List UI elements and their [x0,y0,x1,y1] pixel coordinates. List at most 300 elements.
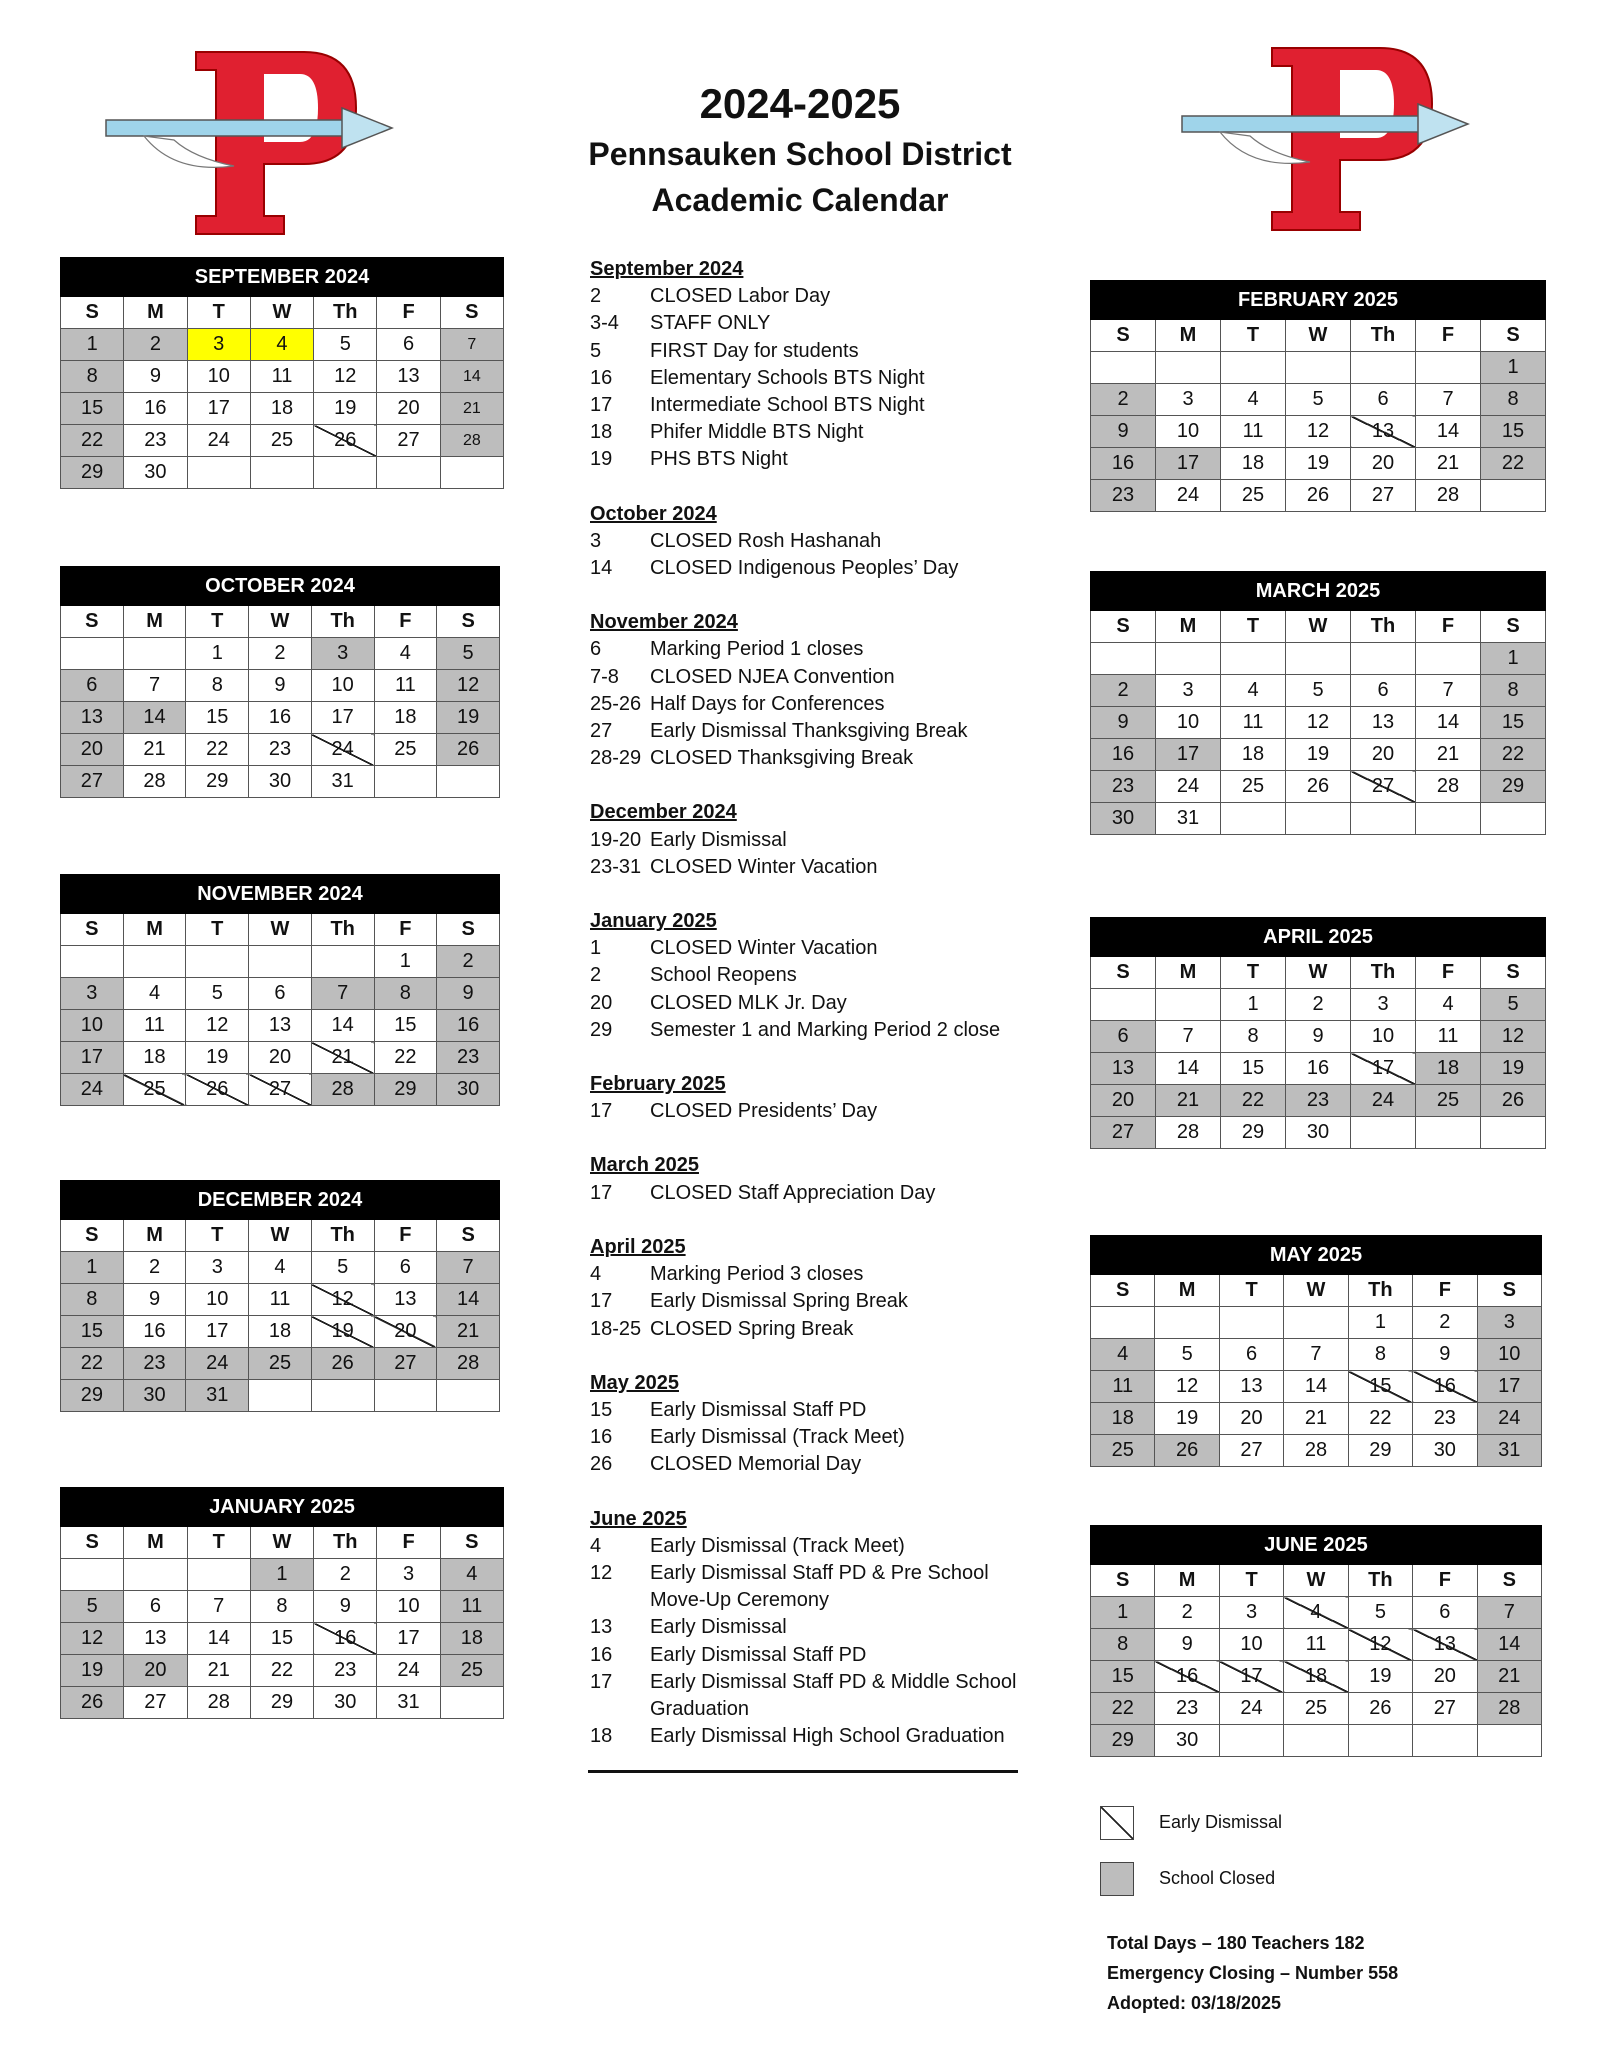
weekday-header: M [1156,611,1221,643]
empty-day-cell [1416,643,1481,675]
event-date: 16 [590,1643,613,1666]
empty-day-cell [1155,1307,1219,1339]
event-text: CLOSED Staff Appreciation Day [650,1181,936,1204]
day-cell: 21 [437,1316,500,1348]
day-cell: 17 [377,1623,440,1655]
weekday-header: W [1284,1275,1348,1307]
day-cell: 1 [374,946,437,978]
day-cell: 29 [1481,771,1546,803]
event-item [590,419,1020,446]
event-text: Early Dismissal (Track Meet) [650,1426,905,1449]
day-cell: 20 [374,1316,437,1348]
day-cell: 3 [186,1252,249,1284]
event-date: 17 [590,1181,613,1204]
day-cell: 27 [1219,1435,1283,1467]
event-item [590,718,1020,745]
event-item [590,962,1020,989]
day-cell: 21 [440,393,503,425]
weekday-header: S [437,1220,500,1252]
event-text: Early Dismissal (Track Meet) [650,1534,905,1557]
day-cell: 23 [124,425,187,457]
day-cell: 20 [1413,1661,1477,1693]
day-cell: 19 [1348,1661,1412,1693]
event-item [590,1614,1020,1641]
weekday-header: S [1477,1565,1541,1597]
day-cell: 22 [374,1042,437,1074]
day-cell: 2 [1155,1597,1219,1629]
event-text: Early Dismissal Spring Break [650,1290,908,1313]
event-date: 5 [590,339,602,362]
weekday-header: W [1284,1565,1348,1597]
day-cell: 10 [186,1284,249,1316]
day-cell: 9 [1413,1339,1477,1371]
day-cell: 9 [437,978,500,1010]
event-date: 3-4 [590,312,619,335]
day-cell: 14 [1284,1371,1348,1403]
day-cell: 22 [1481,739,1546,771]
weekday-header: F [377,297,440,329]
event-text: Marking Period 1 closes [650,638,864,661]
event-date: 29 [590,1018,613,1041]
event-month-title: June 2025 [590,1507,687,1530]
day-cell: 17 [1156,739,1221,771]
event-date: 25-26 [590,692,642,715]
weekday-header: W [249,606,312,638]
day-cell: 30 [1155,1725,1219,1757]
day-cell: 4 [250,329,313,361]
day-cell: 5 [314,329,377,361]
event-text: Early Dismissal Staff PD [650,1643,867,1666]
weekday-header: Th [1348,1565,1412,1597]
day-cell: 6 [1219,1339,1283,1371]
event-date: 16 [590,1426,613,1449]
day-cell: 3 [61,978,124,1010]
day-cell: 10 [1156,707,1221,739]
day-cell: 5 [437,638,500,670]
day-cell: 28 [187,1687,250,1719]
calendar-footer [1107,1928,1398,2018]
day-cell: 12 [61,1623,124,1655]
day-cell: 18 [374,702,437,734]
day-cell: 20 [124,1655,187,1687]
day-cell: 10 [1351,1021,1416,1053]
event-date: 14 [590,557,613,580]
day-cell: 12 [186,1010,249,1042]
day-cell: 15 [61,1316,124,1348]
day-cell: 7 [1416,675,1481,707]
day-cell: 1 [61,329,124,361]
event-date: 16 [590,366,613,389]
event-text: Phifer Middle BTS Night [650,421,864,444]
weekday-header: W [1286,611,1351,643]
empty-day-cell [1091,1307,1155,1339]
day-cell: 7 [1416,384,1481,416]
event-item [590,1261,1020,1288]
weekday-header: S [1091,957,1156,989]
day-cell: 4 [1284,1597,1348,1629]
day-cell: 13 [1351,707,1416,739]
day-cell: 28 [1284,1435,1348,1467]
event-date: 20 [590,991,613,1014]
day-cell: 6 [1413,1597,1477,1629]
day-cell: 27 [61,766,124,798]
empty-day-cell [61,946,124,978]
day-cell: 14 [1416,416,1481,448]
day-cell: 26 [61,1687,124,1719]
day-cell: 6 [377,329,440,361]
day-cell: 30 [314,1687,377,1719]
day-cell: 12 [314,361,377,393]
day-cell: 2 [124,329,187,361]
month-calendar-february [1090,280,1546,512]
day-cell: 18 [1221,739,1286,771]
day-cell: 14 [440,361,503,393]
weekday-header: S [1091,320,1156,352]
events-section-february [590,1071,1020,1125]
day-cell: 25 [123,1074,186,1106]
event-item [590,1642,1020,1669]
weekday-header: T [1219,1275,1283,1307]
events-section-november [590,609,1020,772]
event-text: CLOSED Presidents’ Day [650,1100,878,1123]
day-cell: 30 [437,1074,500,1106]
day-cell: 18 [250,393,313,425]
calendar-subtitle: Academic Calendar [651,182,949,218]
day-cell: 2 [314,1559,377,1591]
event-date: 17 [590,1290,613,1313]
empty-day-cell [1481,1117,1546,1149]
day-cell: 1 [250,1559,313,1591]
day-cell: 24 [1219,1693,1283,1725]
day-cell: 2 [249,638,312,670]
empty-day-cell [249,946,312,978]
weekday-header: M [123,1220,186,1252]
day-cell: 2 [1091,675,1156,707]
day-cell: 22 [1481,448,1546,480]
empty-day-cell [1156,989,1221,1021]
weekday-header: S [1481,957,1546,989]
event-item [590,1397,1020,1424]
month-title: SEPTEMBER 2024 [61,258,504,297]
day-cell: 21 [1416,739,1481,771]
day-cell: 26 [1286,771,1351,803]
day-cell: 5 [311,1252,374,1284]
weekday-header: T [186,606,249,638]
empty-day-cell [1221,803,1286,835]
empty-day-cell [1219,1725,1283,1757]
day-cell: 28 [311,1074,374,1106]
day-cell: 11 [1284,1629,1348,1661]
day-cell: 18 [123,1042,186,1074]
weekday-header: Th [311,1220,374,1252]
events-section-january [590,908,1020,1044]
event-item [590,1098,1020,1125]
day-cell: 11 [440,1591,503,1623]
weekday-header: S [1481,320,1546,352]
month-title: MAY 2025 [1091,1236,1542,1275]
event-item [590,1669,1020,1723]
day-cell: 8 [1221,1021,1286,1053]
event-text: School Reopens [650,964,797,987]
day-cell: 13 [61,702,124,734]
day-cell: 26 [1348,1693,1412,1725]
day-cell: 9 [124,361,187,393]
event-date: 2 [590,964,602,987]
empty-day-cell [250,457,313,489]
empty-day-cell [1348,1725,1412,1757]
empty-day-cell [123,638,186,670]
day-cell: 2 [437,946,500,978]
day-cell: 13 [1351,416,1416,448]
day-cell: 8 [250,1591,313,1623]
weekday-header: W [1286,320,1351,352]
day-cell: 26 [1481,1085,1546,1117]
day-cell: 1 [1091,1597,1155,1629]
day-cell: 28 [1416,480,1481,512]
day-cell: 8 [374,978,437,1010]
event-date: 18-25 [590,1317,642,1340]
day-cell: 23 [1091,771,1156,803]
day-cell: 3 [1156,675,1221,707]
day-cell: 24 [1156,480,1221,512]
weekday-header: S [1091,611,1156,643]
weekday-header: Th [311,606,374,638]
day-cell: 10 [1219,1629,1283,1661]
empty-day-cell [1351,803,1416,835]
day-cell: 17 [1351,1053,1416,1085]
event-item [590,636,1020,663]
month-title: NOVEMBER 2024 [61,875,500,914]
day-cell: 29 [186,766,249,798]
day-cell: 14 [123,702,186,734]
empty-day-cell [1156,352,1221,384]
empty-day-cell [1286,352,1351,384]
total-days: Total Days – 180 Teachers 182 [1107,1933,1365,1953]
day-cell: 29 [374,1074,437,1106]
empty-day-cell [1351,1117,1416,1149]
day-cell: 2 [1091,384,1156,416]
day-cell: 7 [1156,1021,1221,1053]
day-cell: 10 [311,670,374,702]
day-cell: 1 [1481,352,1546,384]
day-cell: 24 [61,1074,124,1106]
day-cell: 8 [1481,384,1546,416]
event-date: 15 [590,1398,613,1421]
event-text: Half Days for Conferences [650,692,885,715]
day-cell: 3 [1219,1597,1283,1629]
empty-day-cell [1091,643,1156,675]
day-cell: 20 [1351,739,1416,771]
empty-day-cell [61,638,124,670]
weekday-header: F [1413,1275,1477,1307]
day-cell: 1 [1481,643,1546,675]
day-cell: 11 [374,670,437,702]
day-cell: 20 [61,734,124,766]
event-item [590,691,1020,718]
event-item [590,365,1020,392]
weekday-header: S [1091,1565,1155,1597]
weekday-header: M [1155,1275,1219,1307]
day-cell: 11 [123,1010,186,1042]
emergency-closing: Emergency Closing – Number 558 [1107,1963,1399,1983]
day-cell: 16 [1286,1053,1351,1085]
day-cell: 20 [377,393,440,425]
early-dismissal-swatch-icon [1100,1806,1134,1840]
event-date: 26 [590,1453,613,1476]
day-cell: 28 [1416,771,1481,803]
day-cell: 15 [1481,416,1546,448]
day-cell: 7 [440,329,503,361]
event-text: Early Dismissal Thanksgiving Break [650,720,968,743]
day-cell: 5 [61,1591,124,1623]
day-cell: 7 [1284,1339,1348,1371]
weekday-header: W [249,1220,312,1252]
weekday-header: W [250,1527,313,1559]
events-list [590,256,1020,1777]
day-cell: 12 [1155,1371,1219,1403]
weekday-header: F [374,1220,437,1252]
event-month-title: October 2024 [590,502,717,525]
day-cell: 9 [1091,416,1156,448]
empty-day-cell [314,457,377,489]
day-cell: 4 [1221,675,1286,707]
day-cell: 17 [186,1316,249,1348]
empty-day-cell [124,1559,187,1591]
weekday-header: M [123,606,186,638]
day-cell: 19 [186,1042,249,1074]
weekday-header: F [1416,957,1481,989]
day-cell: 16 [123,1316,186,1348]
events-section-december [590,799,1020,881]
weekday-header: S [440,1527,503,1559]
empty-day-cell [1286,803,1351,835]
empty-day-cell [1221,352,1286,384]
weekday-header: T [1219,1565,1283,1597]
event-text: Early Dismissal Staff PD [650,1398,867,1421]
weekday-header: S [437,606,500,638]
day-cell: 11 [1221,707,1286,739]
day-cell: 26 [437,734,500,766]
day-cell: 21 [123,734,186,766]
day-cell: 11 [1221,416,1286,448]
empty-day-cell [187,1559,250,1591]
day-cell: 24 [187,425,250,457]
day-cell: 30 [1091,803,1156,835]
empty-day-cell [440,1687,503,1719]
event-text: CLOSED Winter Vacation [650,937,878,960]
event-date: 23-31 [590,855,642,878]
day-cell: 4 [123,978,186,1010]
day-cell: 26 [311,1348,374,1380]
event-month-title: February 2025 [590,1073,726,1096]
event-date: 1 [590,937,602,960]
empty-day-cell [1091,352,1156,384]
day-cell: 8 [1091,1629,1155,1661]
event-item [590,283,1020,310]
event-item [590,854,1020,881]
adopted-date: Adopted: 03/18/2025 [1107,1993,1282,2013]
day-cell: 19 [311,1316,374,1348]
day-cell: 10 [1477,1339,1541,1371]
day-cell: 17 [1477,1371,1541,1403]
district-logo-right [1180,44,1470,234]
event-item [590,1288,1020,1315]
empty-day-cell [437,1380,500,1412]
day-cell: 14 [1477,1629,1541,1661]
event-text: Early Dismissal Staff PD & Middle School Graduation [650,1670,1017,1720]
school-closed-swatch-icon [1100,1862,1134,1896]
day-cell: 10 [187,361,250,393]
weekday-header: Th [314,1527,377,1559]
empty-day-cell [1351,352,1416,384]
events-section-march [590,1152,1020,1206]
weekday-header: S [61,914,124,946]
day-cell: 16 [1091,448,1156,480]
day-cell: 21 [1416,448,1481,480]
event-text: Intermediate School BTS Night [650,394,925,417]
day-cell: 11 [249,1284,312,1316]
event-date: 28-29 [590,747,642,770]
day-cell: 27 [1413,1693,1477,1725]
event-date: 3 [590,529,602,552]
day-cell: 5 [1286,384,1351,416]
event-date: 2 [590,285,602,308]
event-item [590,446,1020,473]
weekday-header: W [1286,957,1351,989]
day-cell: 31 [377,1687,440,1719]
day-cell: 13 [124,1623,187,1655]
day-cell: 3 [377,1559,440,1591]
day-cell: 14 [437,1284,500,1316]
day-cell: 2 [123,1252,186,1284]
day-cell: 30 [1413,1435,1477,1467]
event-item [590,1316,1020,1343]
event-text: CLOSED Winter Vacation [650,855,878,878]
day-cell: 6 [1091,1021,1156,1053]
calendar-year: 2024-2025 [699,80,901,127]
events-section-june [590,1506,1020,1751]
day-cell: 14 [1416,707,1481,739]
event-item [590,1424,1020,1451]
day-cell: 15 [1348,1371,1412,1403]
day-cell: 24 [377,1655,440,1687]
day-cell: 18 [249,1316,312,1348]
day-cell: 5 [1348,1597,1412,1629]
day-cell: 25 [440,1655,503,1687]
day-cell: 20 [249,1042,312,1074]
weekday-header: S [437,914,500,946]
weekday-header: M [124,1527,187,1559]
event-month-title: May 2025 [590,1371,679,1394]
event-item [590,935,1020,962]
day-cell: 2 [1286,989,1351,1021]
day-cell: 3 [311,638,374,670]
day-cell: 22 [250,1655,313,1687]
events-section-september [590,256,1020,474]
empty-day-cell [311,1380,374,1412]
empty-day-cell [311,946,374,978]
day-cell: 7 [187,1591,250,1623]
day-cell: 5 [1155,1339,1219,1371]
day-cell: 11 [1416,1021,1481,1053]
day-cell: 17 [187,393,250,425]
day-cell: 23 [1286,1085,1351,1117]
day-cell: 25 [1221,480,1286,512]
day-cell: 26 [1286,480,1351,512]
event-month-title: April 2025 [590,1235,686,1258]
day-cell: 26 [1155,1435,1219,1467]
day-cell: 8 [61,1284,124,1316]
